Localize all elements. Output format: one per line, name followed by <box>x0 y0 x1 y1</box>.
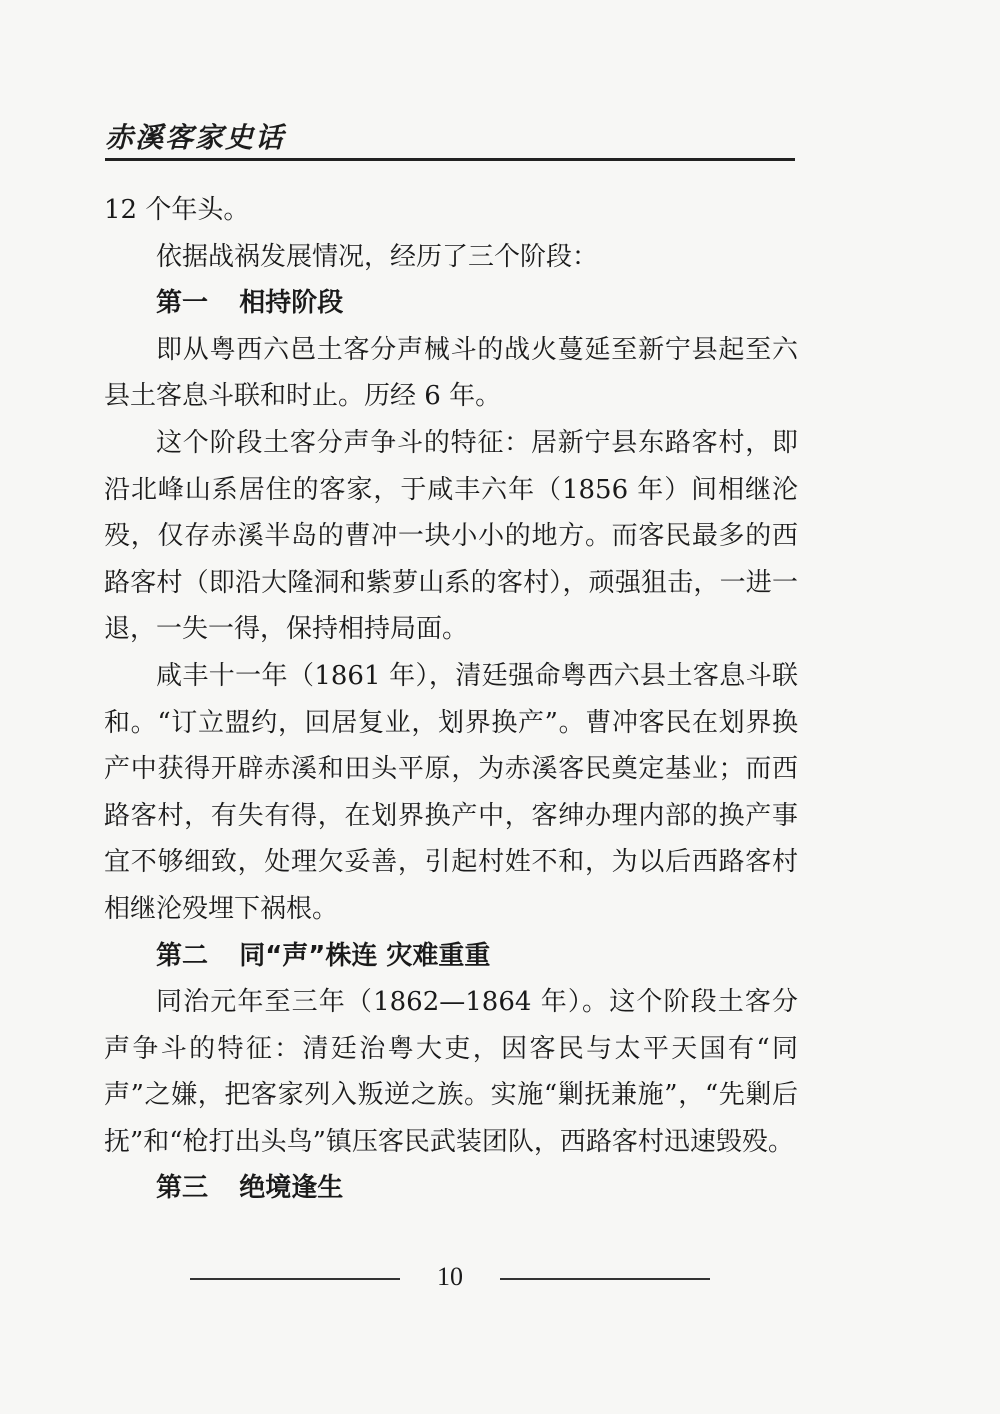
paragraph: 同治元年至三年（1862—1864 年）。这个阶段土客分声争斗的特征：清廷治粤大吏，因客民与太平天国有“同声”之嫌，把客家列入叛逆之族。实施“剿抚兼施”，“先剿后抚”和“枪打出头鸟”镇压客民武装团队，西路客村迅速毁殁。 <box>104 987 798 1157</box>
section-title-2: 同“声”株连 灾难重重 <box>239 940 491 971</box>
section-heading-2 <box>104 933 798 980</box>
section-number-2: 第二 <box>156 940 209 971</box>
header-rule <box>105 158 795 161</box>
footer-rule-right <box>500 1278 710 1280</box>
paragraph-intro: 依据战祸发展情况，经历了三个阶段： <box>156 241 599 272</box>
paragraph: 这个阶段土客分声争斗的特征：居新宁县东路客村，即沿北峰山系居住的客家，于咸丰六年（1856 年）间相继沦殁，仅存赤溪半岛的曹冲一块小小的地方。而客民最多的西路客村（即沿大隆洞和紫萝山系的客村），顽强狙击，一进一退，一失一得，保持相持局面。 <box>104 427 798 645</box>
page-footer <box>190 1262 710 1292</box>
section-heading-3 <box>104 1165 798 1212</box>
page-body <box>104 187 798 1212</box>
section-title-3: 绝境逢生 <box>239 1173 344 1204</box>
section-number-3: 第三 <box>156 1173 209 1204</box>
footer-rule-left <box>190 1278 400 1280</box>
book-title: 赤溪客家史话 <box>105 121 286 154</box>
running-header <box>105 118 795 161</box>
paragraph: 即从粤西六邑土客分声械斗的战火蔓延至新宁县起至六县土客息斗联和时止。历经 6 年。 <box>104 334 798 412</box>
paragraph-continuation: 12 个年头。 <box>104 195 250 225</box>
section-number-1: 第一 <box>156 288 209 319</box>
paragraph: 咸丰十一年（1861 年），清廷强命粤西六县土客息斗联和。“订立盟约，回居复业，划界换产”。曹冲客民在划界换产中获得开辟赤溪和田头平原，为赤溪客民奠定基业；而西路客村，有失有得，在划界换产中，客绅办理内部的换产事宜不够细致，处理欠妥善，引起村姓不和，为以后西路客村相继沦殁埋下祸根。 <box>104 660 798 924</box>
section-heading-1 <box>104 280 798 327</box>
section-title-1: 相持阶段 <box>239 288 344 319</box>
page-number: 10 <box>437 1262 463 1291</box>
